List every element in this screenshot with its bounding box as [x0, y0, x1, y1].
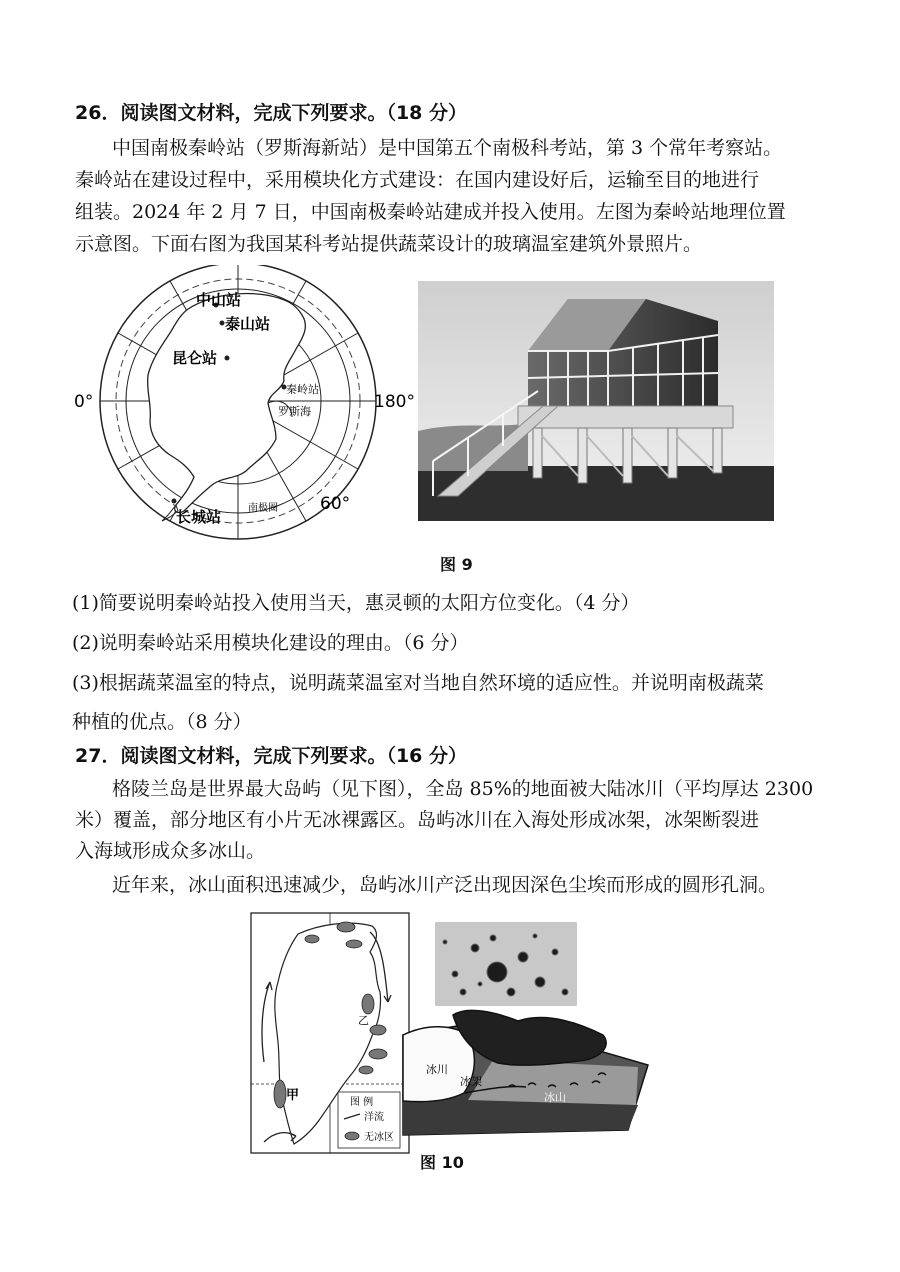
- label-jia: 甲: [286, 1088, 300, 1103]
- dust-holes-photo: [435, 922, 577, 1006]
- label-iceberg: 冰山: [544, 1091, 566, 1104]
- legend-ocean-current: 洋流: [364, 1112, 384, 1123]
- label-kunlun-station: 昆仑站: [172, 349, 218, 367]
- q26-paragraph-line: 秦岭站在建设过程中，采用模块化方式建设：在国内建设好后，运输至目的地进行: [75, 169, 760, 191]
- q27-paragraph-line: 格陵兰岛是世界最大岛屿（见下图），全岛 85%的地面被大陆冰川（平均厚达 2300: [112, 778, 814, 800]
- q27-paragraph-line: 近年来，冰山面积迅速减少，岛屿冰川产泛出现因深色尘埃而形成的圆形孔洞。: [112, 874, 778, 896]
- label-yi: 乙: [358, 1014, 369, 1027]
- q26-subquestion-3-cont: 种植的优点。（8 分）: [72, 711, 252, 733]
- q26-subquestion-1: (1)简要说明秦岭站投入使用当天，惠灵顿的太阳方位变化。（4 分）: [72, 592, 640, 614]
- glacier-block-diagram: [398, 1005, 653, 1145]
- label-antarctic-circle: 南极圈: [248, 503, 278, 514]
- q26-subquestion-2: (2)说明秦岭站采用模块化建设的理由。（6 分）: [72, 632, 469, 654]
- greenhouse-photo: [418, 281, 774, 521]
- label-glacier: 冰川: [426, 1063, 448, 1076]
- q26-paragraph-line: 组装。2024 年 2 月 7 日，中国南极秦岭站建成并投入使用。左图为秦岭站地理位置: [75, 201, 786, 223]
- figure-10-caption: 图 10: [420, 1153, 464, 1172]
- label-taishan-station: 泰山站: [225, 315, 271, 333]
- q27-paragraph-line: 入海域形成众多冰山。: [75, 840, 266, 862]
- label-lon-0: 0°: [74, 392, 94, 412]
- q26-heading: 26．阅读图文材料，完成下列要求。（18 分）: [75, 102, 467, 124]
- legend-ice-free-area: 无冰区: [364, 1132, 394, 1143]
- label-ross-sea: 罗斯海: [278, 405, 311, 418]
- greenland-map: [250, 912, 410, 1154]
- label-lon-180: 180°: [374, 392, 415, 412]
- q26-paragraph-line: 中国南极秦岭站（罗斯海新站）是中国第五个南极科考站，第 3 个常年考察站。: [112, 137, 783, 159]
- label-ice-shelf: 冰架: [460, 1075, 482, 1088]
- q27-paragraph-line: 米）覆盖，部分地区有小片无冰裸露区。岛屿冰川在入海处形成冰架，冰架断裂进: [75, 809, 760, 831]
- figure-9-caption: 图 9: [440, 555, 473, 574]
- label-zhongshan-station: 中山站: [196, 291, 242, 309]
- q27-heading: 27．阅读图文材料，完成下列要求。（16 分）: [75, 745, 467, 767]
- label-changcheng-station: 长城站: [176, 508, 222, 526]
- antarctica-polar-map: [70, 265, 430, 540]
- label-lat-60: 60°: [320, 494, 351, 514]
- greenland-legend-title: 图 例: [350, 1097, 374, 1108]
- q26-subquestion-3: (3)根据蔬菜温室的特点，说明蔬菜温室对当地自然环境的适应性。并说明南极蔬菜: [72, 672, 764, 694]
- q26-paragraph-line: 示意图。下面右图为我国某科考站提供蔬菜设计的玻璃温室建筑外景照片。: [75, 233, 703, 255]
- label-qinling-station: 秦岭站: [286, 383, 319, 396]
